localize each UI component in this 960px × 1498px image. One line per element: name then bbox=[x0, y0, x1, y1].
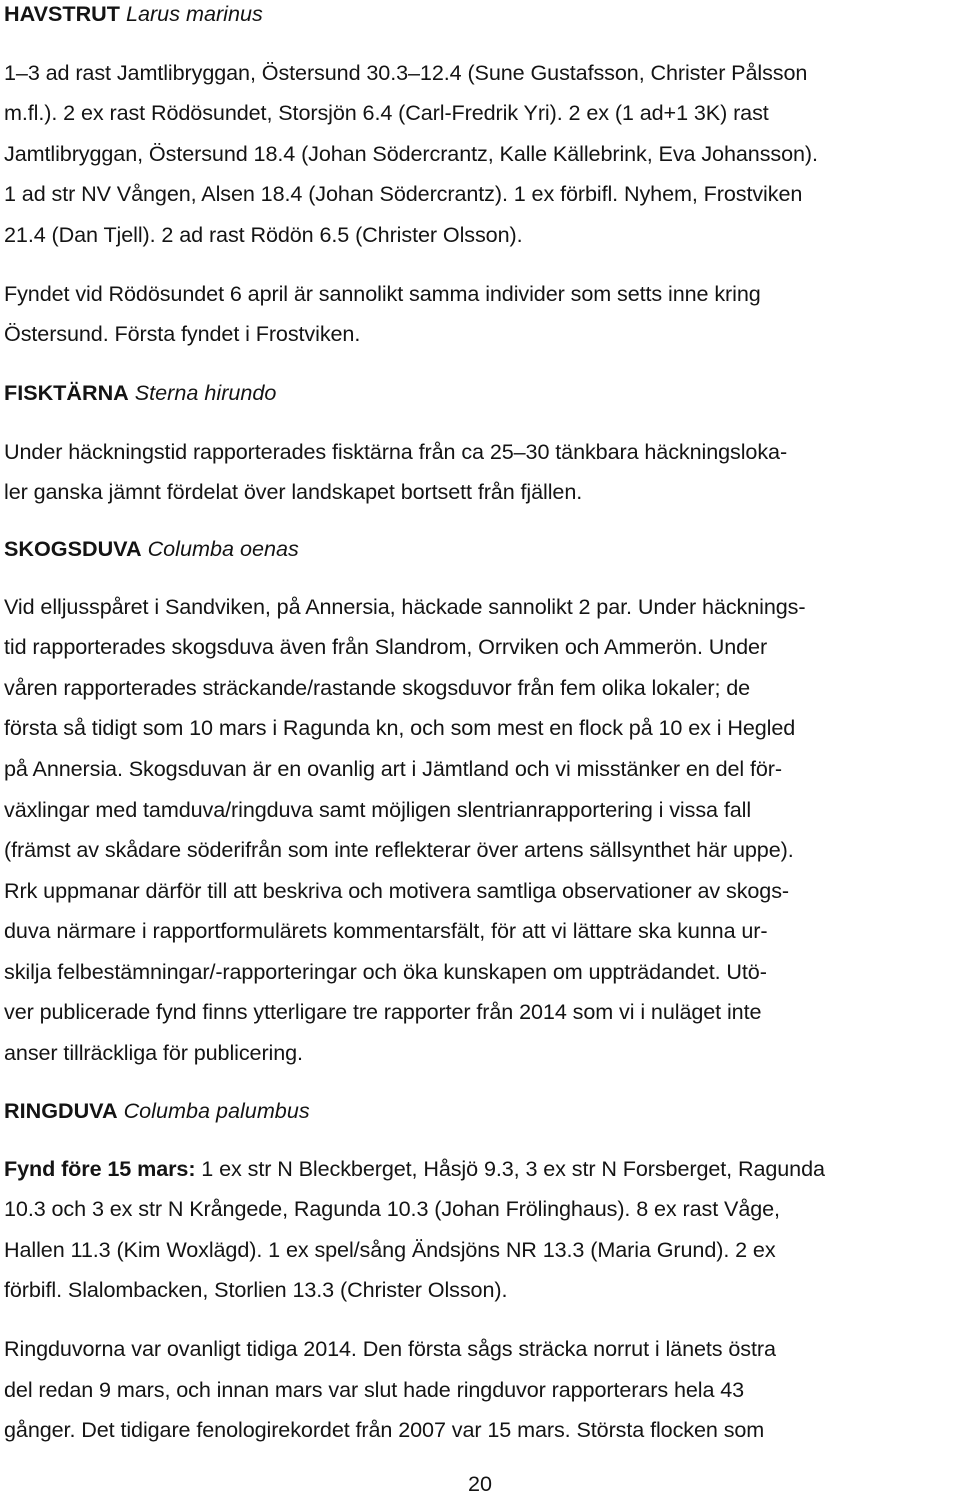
text-line: 21.4 (Dan Tjell). 2 ad rast Rödön 6.5 (Christer Olsson). bbox=[4, 222, 523, 247]
species-name: SKOGSDUVA bbox=[4, 536, 142, 561]
species-heading-fisktarna bbox=[4, 379, 276, 407]
species-name: RINGDUVA bbox=[4, 1098, 118, 1123]
text-line: del redan 9 mars, och innan mars var slut hade ringduvor rapporterars hela 43 bbox=[4, 1377, 745, 1402]
text-line bbox=[4, 1155, 825, 1183]
species-name: FISKTÄRNA bbox=[4, 380, 129, 405]
text-line: 1–3 ad rast Jamtlibryggan, Östersund 30.3–12.4 (Sune Gustafsson, Christer Pålsson bbox=[4, 60, 808, 85]
text-line: Hallen 11.3 (Kim Woxlägd). 1 ex spel/sång Ändsjöns NR 13.3 (Maria Grund). 2 ex bbox=[4, 1237, 776, 1262]
text-line: växlingar med tamduva/ringduva samt möjligen slentrianrapportering i vissa fall bbox=[4, 797, 752, 822]
text-line: Fyndet vid Rödösundet 6 april är sannolikt samma individer som setts inne kring bbox=[4, 281, 761, 306]
text-line: Östersund. Första fyndet i Frostviken. bbox=[4, 321, 361, 346]
text-span: 1 ex str N Bleckberget, Håsjö 9.3, 3 ex str N Forsberget, Ragunda bbox=[195, 1156, 825, 1181]
bold-lead: Fynd före 15 mars: bbox=[4, 1156, 196, 1181]
species-heading-skogsduva bbox=[4, 535, 299, 563]
page-number: 20 bbox=[467, 1471, 493, 1496]
text-line: tid rapporterades skogsduva även från Slandrom, Orrviken och Ammerön. Under bbox=[4, 634, 768, 659]
species-heading-havstrut bbox=[4, 0, 263, 28]
text-line: (främst av skådare söderifrån som inte reflekterar över artens sällsynthet här uppe). bbox=[4, 837, 794, 862]
text-line: förbifl. Slalombacken, Storlien 13.3 (Christer Olsson). bbox=[4, 1277, 508, 1302]
text-line: Under häckningstid rapporterades fisktärna från ca 25–30 tänkbara häckningsloka- bbox=[4, 439, 788, 464]
text-line: våren rapporterades sträckande/rastande skogsduvor från fem olika lokaler; de bbox=[4, 675, 751, 700]
text-line: ler ganska jämnt fördelat över landskapet bortsett från fjällen. bbox=[4, 479, 583, 504]
text-line: 10.3 och 3 ex str N Krångede, Ragunda 10.3 (Johan Frölinghaus). 8 ex rast Våge, bbox=[4, 1196, 780, 1221]
species-name: HAVSTRUT bbox=[4, 1, 120, 26]
text-line: duva närmare i rapportformulärets kommentarsfält, för att vi lättare ska kunna ur- bbox=[4, 918, 768, 943]
species-latin-name: Sterna hirundo bbox=[134, 380, 277, 405]
species-latin-name: Larus marinus bbox=[125, 1, 263, 26]
species-latin-name: Columba oenas bbox=[147, 536, 299, 561]
text-line: Rrk uppmanar därför till att beskriva och motivera samtliga observationer av skogs- bbox=[4, 878, 789, 903]
text-line: m.fl.). 2 ex rast Rödösundet, Storsjön 6.4 (Carl-Fredrik Yri). 2 ex (1 ad+1 3K) rast bbox=[4, 100, 769, 125]
text-line: 1 ad str NV Vången, Alsen 18.4 (Johan Södercrantz). 1 ex förbifl. Nyhem, Frostviken bbox=[4, 181, 803, 206]
text-line: anser tillräckliga för publicering. bbox=[4, 1040, 303, 1065]
species-heading-ringduva bbox=[4, 1097, 310, 1125]
text-line: Jamtlibryggan, Östersund 18.4 (Johan Södercrantz, Kalle Källebrink, Eva Johansson). bbox=[4, 141, 818, 166]
text-line: på Annersia. Skogsduvan är en ovanlig art i Jämtland och vi misstänker en del för- bbox=[4, 756, 782, 781]
text-line: skilja felbestämningar/-rapporteringar och öka kunskapen om uppträdandet. Utö- bbox=[4, 959, 767, 984]
species-latin-name: Columba palumbus bbox=[123, 1098, 310, 1123]
text-line: ver publicerade fynd finns ytterligare tre rapporter från 2014 som vi i nuläget inte bbox=[4, 999, 762, 1024]
text-line: första så tidigt som 10 mars i Ragunda kn, och som mest en flock på 10 ex i Hegled bbox=[4, 715, 796, 740]
text-line: gånger. Det tidigare fenologirekordet från 2007 var 15 mars. Största flocken som bbox=[4, 1417, 765, 1442]
text-line: Vid elljusspåret i Sandviken, på Annersia, häckade sannolikt 2 par. Under häcknings- bbox=[4, 594, 806, 619]
text-line: Ringduvorna var ovanligt tidiga 2014. Den första sågs sträcka norrut i länets östra bbox=[4, 1336, 776, 1361]
